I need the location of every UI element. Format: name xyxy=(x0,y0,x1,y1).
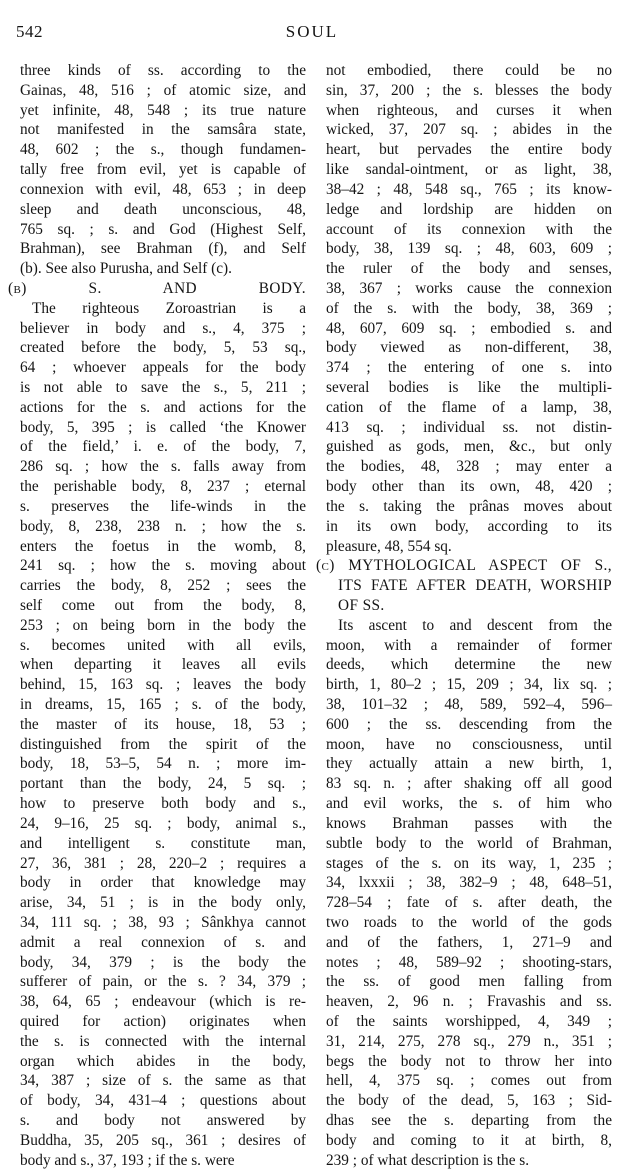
index-line: guished as gods, men, &c., but only xyxy=(326,438,612,456)
section-heading: (b) S. AND BODY. xyxy=(8,279,306,297)
index-line: stages of the s. on its way, 1, 235 ; xyxy=(326,854,612,872)
index-line: 64 ; whoever appeals for the body xyxy=(20,359,306,377)
index-line: tally free from evil, yet is capable of xyxy=(20,161,306,179)
index-line: admit a real connexion of s. and xyxy=(20,933,306,951)
index-line: when departing it leaves all evils xyxy=(20,656,306,674)
index-line: 48, 602 ; the s., though fundamen- xyxy=(20,141,306,159)
index-line: body and coming to it at birth, 8, xyxy=(326,1131,612,1149)
index-line: body, 34, 379 ; is the body the xyxy=(20,953,306,971)
index-line: 253 ; on being born in the body the xyxy=(20,616,306,634)
index-line: body, 18, 53–5, 54 n. ; more im- xyxy=(20,755,306,773)
index-line: of the field,’ i. e. of the body, 7, xyxy=(20,438,306,456)
index-line: 31, 214, 275, 278 sq., 279 n., 351 ; xyxy=(326,1032,612,1050)
index-line: the s. is connected with the internal xyxy=(20,1032,306,1050)
index-line: wicked, 37, 207 sq. ; abides in the xyxy=(326,121,612,139)
index-line: body in order that knowledge may xyxy=(20,874,306,892)
index-line: distinguished from the spirit of the xyxy=(20,735,306,753)
index-line: arise, 34, 51 ; is in the body only, xyxy=(20,894,306,912)
index-line: actions for the s. and actions for the xyxy=(20,398,306,416)
index-line: moon, have no consciousness, until xyxy=(326,735,612,753)
index-line: Gainas, 48, 516 ; of atomic size, and xyxy=(20,81,306,99)
index-line: not embodied, there could be no xyxy=(326,62,612,79)
index-line: ledge and lordship are hidden on xyxy=(326,200,612,218)
running-title: SOUL xyxy=(285,22,339,41)
index-line: connexion with evil, 48, 653 ; in deep xyxy=(20,180,306,198)
index-line: moon, with a remainder of former xyxy=(326,636,612,654)
index-line: body, 8, 238, 238 n. ; how the s. xyxy=(20,517,306,535)
index-line: knows Brahman passes with the xyxy=(326,814,612,832)
index-line: organ which abides in the body, xyxy=(20,1052,306,1070)
index-line: in dreams, 15, 165 ; s. of the body, xyxy=(20,696,306,713)
index-line: behind, 15, 163 sq. ; leaves the body xyxy=(20,676,306,694)
running-header xyxy=(0,22,624,48)
index-line: and intelligent s. constitute man, xyxy=(20,834,306,852)
index-line: 34, lxxxii ; 38, 382–9 ; 48, 648–51, xyxy=(326,874,612,892)
index-line: 24, 9–16, 25 sq. ; body, animal s., xyxy=(20,814,306,832)
index-line: 48, 607, 609 sq. ; embodied s. and xyxy=(326,319,612,337)
index-line: 83 sq. n. ; after shaking off all good xyxy=(326,775,612,793)
index-line: s. and body not answered by xyxy=(20,1112,306,1130)
index-line: subtle body to the world of Brahman, xyxy=(326,834,612,852)
index-line: dhas see the s. departing from the xyxy=(326,1112,612,1130)
index-line: 38, 101–32 ; 48, 589, 592–4, 596– xyxy=(326,696,612,713)
index-line: the ruler of the body and senses, xyxy=(326,260,612,278)
right-column xyxy=(316,61,612,1171)
index-line: deeds, which determine the new xyxy=(326,656,612,674)
index-line: portant than the body, 24, 5 sq. ; xyxy=(20,775,306,793)
index-line: quired for action) originates when xyxy=(20,1013,306,1030)
index-line: 38–42 ; 48, 548 sq., 765 ; its know- xyxy=(326,180,612,198)
index-line: self come out from the body, 8, xyxy=(20,596,306,614)
index-line: the ss. of good men falling from xyxy=(326,973,612,991)
index-line: pleasure, 48, 554 sq. xyxy=(326,537,452,555)
index-line: 413 sq. ; individual ss. not distin- xyxy=(326,418,612,436)
index-line: Brahman), see Brahman (f), and Self xyxy=(20,240,306,258)
index-line: 239 ; of what description is the s. xyxy=(326,1151,530,1169)
index-line: s. becomes united with all evils, xyxy=(20,636,306,654)
index-line: like sandal-ointment, or as light, 38, xyxy=(326,161,612,179)
index-line: of the s. with the body, 38, 369 ; xyxy=(326,299,612,317)
index-line: not manifested in the samsâra state, xyxy=(20,121,306,139)
index-line: heart, but pervades the entire body xyxy=(326,141,612,159)
index-line: carries the body, 8, 252 ; sees the xyxy=(20,577,306,595)
page-number: 542 xyxy=(16,22,43,41)
index-line: Buddha, 35, 205 sq., 361 ; desires of xyxy=(20,1131,306,1149)
index-line: the s. taking the prânas moves about xyxy=(326,497,612,515)
index-line: Its ascent to and descent from the xyxy=(338,616,612,634)
index-line: when righteous, and curses it when xyxy=(326,101,612,119)
index-line: notes ; 48, 589–92 ; shooting-stars, xyxy=(326,953,612,971)
index-line: 600 ; the ss. descending from the xyxy=(326,715,612,733)
index-line: two roads to the world of the gods xyxy=(326,913,612,931)
index-line: The righteous Zoroastrian is a xyxy=(32,299,306,317)
index-line: created before the body, 5, 53 sq., xyxy=(20,339,306,357)
index-line: the bodies, 48, 328 ; may enter a xyxy=(326,458,612,476)
index-line: sin, 37, 200 ; the s. blesses the body xyxy=(326,81,612,99)
index-line: body viewed as non-different, 38, xyxy=(326,339,612,357)
index-line: 728–54 ; fate of s. after death, the xyxy=(326,894,612,912)
index-line: 241 sq. ; how the s. moving about xyxy=(20,557,306,575)
index-line: 38, 367 ; works cause the connexion xyxy=(326,279,612,297)
index-line: 765 sq. ; s. and God (Highest Self, xyxy=(20,220,306,238)
index-line: 27, 36, 381 ; 28, 220–2 ; requires a xyxy=(20,854,306,872)
index-line: of body, 34, 431–4 ; questions about xyxy=(20,1092,306,1110)
section-heading: (c) MYTHOLOGICAL ASPECT OF S., xyxy=(316,557,612,575)
index-line: cation of the flame of a lamp, 38, xyxy=(326,398,612,416)
index-line: sleep and death unconscious, 48, xyxy=(20,200,306,218)
index-line: the perishable body, 8, 237 ; eternal xyxy=(20,478,306,496)
index-line: (b). See also Purusha, and Self (c). xyxy=(20,260,232,278)
index-line: s. preserves the life-winds in the xyxy=(20,497,306,515)
index-line: enters the foetus in the womb, 8, xyxy=(20,537,306,555)
index-line: is not able to save the s., 5, 211 ; xyxy=(20,379,306,396)
index-line: in its own body, according to its xyxy=(326,517,612,535)
index-line: and evil works, the s. of him who xyxy=(326,795,612,813)
index-line: begs the body not to throw her into xyxy=(326,1052,612,1070)
index-line: 374 ; the entering of one s. into xyxy=(326,359,612,377)
index-line: body other than its own, 48, 420 ; xyxy=(326,478,612,496)
index-line: body and s., 37, 193 ; if the s. were xyxy=(20,1151,235,1169)
index-line: body, 38, 139 sq. ; 48, 603, 609 ; xyxy=(326,240,612,258)
index-line: body, 5, 395 ; is called ‘the Knower xyxy=(20,418,306,436)
index-line: and of the fathers, 1, 271–9 and xyxy=(326,933,612,951)
index-line: hell, 4, 375 sq. ; comes out from xyxy=(326,1072,612,1090)
left-column xyxy=(8,61,306,1171)
index-line: 38, 64, 65 ; endeavour (which is re- xyxy=(20,993,306,1011)
index-line: how to preserve both body and s., xyxy=(20,795,306,813)
index-line: 34, 111 sq. ; 38, 93 ; Sânkhya cannot xyxy=(20,913,306,931)
index-line: several bodies is like the multipli- xyxy=(326,379,612,396)
index-line: birth, 1, 80–2 ; 15, 209 ; 34, lix sq. ; xyxy=(326,676,612,694)
index-line: sufferer of pain, or the s. ? 34, 379 ; xyxy=(20,973,306,991)
index-line: account of its connexion with the xyxy=(326,220,612,238)
index-line: believer in body and s., 4, 375 ; xyxy=(20,319,306,337)
index-line: the master of its house, 18, 53 ; xyxy=(20,715,306,733)
index-line: of the saints worshipped, 4, 349 ; xyxy=(326,1013,612,1030)
index-line: three kinds of ss. according to the xyxy=(20,62,306,79)
index-line: the body of the dead, 5, 163 ; Sid- xyxy=(326,1092,612,1110)
index-line: heaven, 2, 96 n. ; Fravashis and ss. xyxy=(326,993,612,1011)
index-line: 286 sq. ; how the s. falls away from xyxy=(20,458,306,476)
index-line: they actually attain a new birth, 1, xyxy=(326,755,612,773)
section-heading: OF SS. xyxy=(338,596,385,614)
index-line: 34, 387 ; size of s. the same as that xyxy=(20,1072,306,1090)
section-heading: ITS FATE AFTER DEATH, WORSHIP xyxy=(338,577,612,595)
index-line: yet infinite, 48, 548 ; its true nature xyxy=(20,101,306,119)
